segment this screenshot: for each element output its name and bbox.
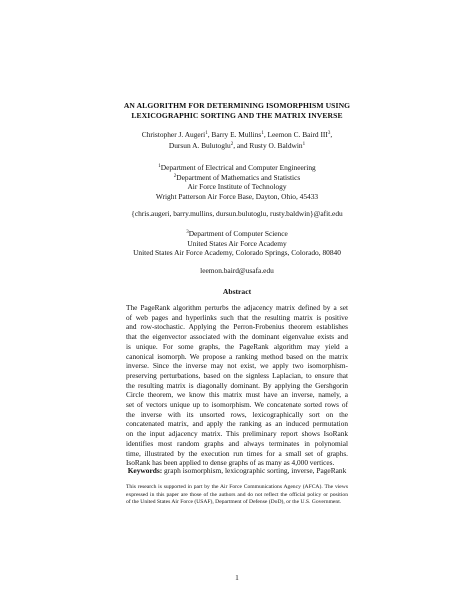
title-line-2: LEXICOGRAPHIC SORTING AND THE MATRIX INVERSE bbox=[131, 111, 343, 120]
affiliation-line: United States Air Force Academy, Colorado Springs, Colorado, 80840 bbox=[133, 248, 341, 258]
affiliation-afit bbox=[90, 163, 384, 202]
affiliation-line: Air Force Institute of Technology bbox=[187, 182, 287, 192]
abstract-line: of web pages and hyperlinks such that the resulting matrix is positive bbox=[126, 312, 348, 322]
author-affiliation-mark: 2 bbox=[230, 141, 234, 147]
author-affiliation-mark: 1 bbox=[261, 131, 264, 136]
affiliation-mark: 3 bbox=[186, 230, 189, 235]
abstract-line: and row-stochastic. Applying the Perron-Frobenius theorem establishes bbox=[126, 322, 348, 332]
author-name: Christopher J. Augeri bbox=[141, 130, 206, 139]
abstract-line: concatenated matrix, and apply the ranking as an induced permutation bbox=[126, 419, 348, 429]
abstract-line: the resulting matrix is diagonally dominant. By applying the Gershgorin bbox=[126, 380, 348, 390]
affiliation-line bbox=[60, 229, 414, 239]
affiliation-usafa bbox=[60, 229, 414, 258]
abstract-line: Circle theorem, we know this matrix must have an inverse, namely, a bbox=[126, 390, 348, 400]
abstract-line: preserving perturbations, based on the signless Laplacian, to ensure that bbox=[126, 370, 348, 380]
abstract-body bbox=[126, 303, 348, 468]
keywords-label: Keywords: bbox=[127, 466, 163, 475]
funding-note bbox=[126, 484, 348, 507]
author-name: Leemon C. Baird III bbox=[267, 130, 328, 139]
affiliation-line: Wright Patterson Air Force Base, Dayton, Ohio, 45433 bbox=[155, 192, 319, 202]
abstract-line: time, illustrated by the execution run times for a small set of graphs. bbox=[126, 448, 348, 458]
affiliation-line: United States Air Force Academy bbox=[187, 238, 287, 248]
email-list-afit: {chris.augeri, barry.mullins, dursun.bulutoglu, rusty.baldwin}@afit.edu bbox=[131, 209, 343, 218]
author-separator: , bbox=[207, 130, 212, 139]
title-line-1: AN ALGORITHM FOR DETERMINING ISOMORPHISM USING bbox=[123, 101, 351, 110]
author-name: Dursun A. Bulutoglu bbox=[168, 140, 231, 150]
email-usafa: leemon.baird@usafa.edu bbox=[200, 266, 274, 275]
keywords bbox=[90, 466, 384, 476]
author-name: Barry E. Mullins bbox=[211, 130, 262, 139]
author-separator: , and bbox=[233, 140, 250, 150]
abstract-line: on the input adjacency matrix. This preliminary report shows IsoRank bbox=[126, 429, 348, 439]
author-line-2 bbox=[90, 141, 384, 152]
affiliation-text: Department of Mathematics and Statistics bbox=[176, 172, 301, 182]
author-list bbox=[90, 130, 384, 151]
paper-title bbox=[70, 101, 404, 121]
author-separator: , bbox=[263, 130, 268, 139]
abstract-line: is unique. For some graphs, the PageRank algorithm may yield a bbox=[126, 341, 348, 351]
abstract-line: inverse. Since the inverse may not exist, we apply two isomorphism- bbox=[126, 361, 348, 371]
abstract-line: identifies most random graphs and always terminates in polynomial bbox=[126, 438, 348, 448]
abstract-line: set of vectors unique up to isomorphism. We concatenate sorted rows of bbox=[126, 400, 348, 410]
abstract-line: canonical isomorph. We propose a ranking method based on the matrix bbox=[126, 351, 348, 361]
author-affiliation-mark: 1 bbox=[302, 141, 306, 147]
abstract-line: that the eigenvector associated with the dominant eigenvalue exists and bbox=[126, 332, 348, 342]
abstract-line: the inverse with its unsorted rows, lexicographically sort on the bbox=[126, 409, 348, 419]
author-affiliation-mark: 3 bbox=[327, 131, 331, 136]
affiliation-mark: 2 bbox=[173, 173, 177, 179]
abstract-line: IsoRank has been applied to dense graphs of as many as 4,000 vertices. bbox=[126, 458, 335, 468]
affiliation-line bbox=[90, 163, 384, 173]
abstract-line: The PageRank algorithm perturbs the adjacency matrix defined by a set bbox=[126, 303, 348, 312]
note-line: This research is supported in part by the Air Force Communications Agency (AFCA). The views bbox=[126, 484, 348, 490]
author-name: Rusty O. Baldwin bbox=[249, 140, 303, 150]
affiliation-mark: 1 bbox=[158, 164, 161, 169]
note-line: of the United States Air Force (USAF), Department of Defense (DoD), or the U.S. Government. bbox=[126, 499, 342, 506]
author-separator: , bbox=[330, 130, 333, 139]
keywords-text: graph isomorphism, lexicographic sorting, inverse, PageRank bbox=[162, 466, 347, 475]
affiliation-line bbox=[90, 173, 384, 183]
author-line-1 bbox=[90, 130, 384, 141]
page-number: 1 bbox=[235, 573, 239, 582]
affiliation-text: Department of Electrical and Computer Engineering bbox=[160, 163, 316, 172]
affiliation-text: Department of Computer Science bbox=[188, 229, 288, 238]
note-line: expressed in this paper are those of the authors and do not reflect the official policy or position bbox=[126, 491, 348, 498]
author-affiliation-mark: 1 bbox=[205, 131, 208, 136]
abstract-heading: Abstract bbox=[222, 287, 252, 296]
